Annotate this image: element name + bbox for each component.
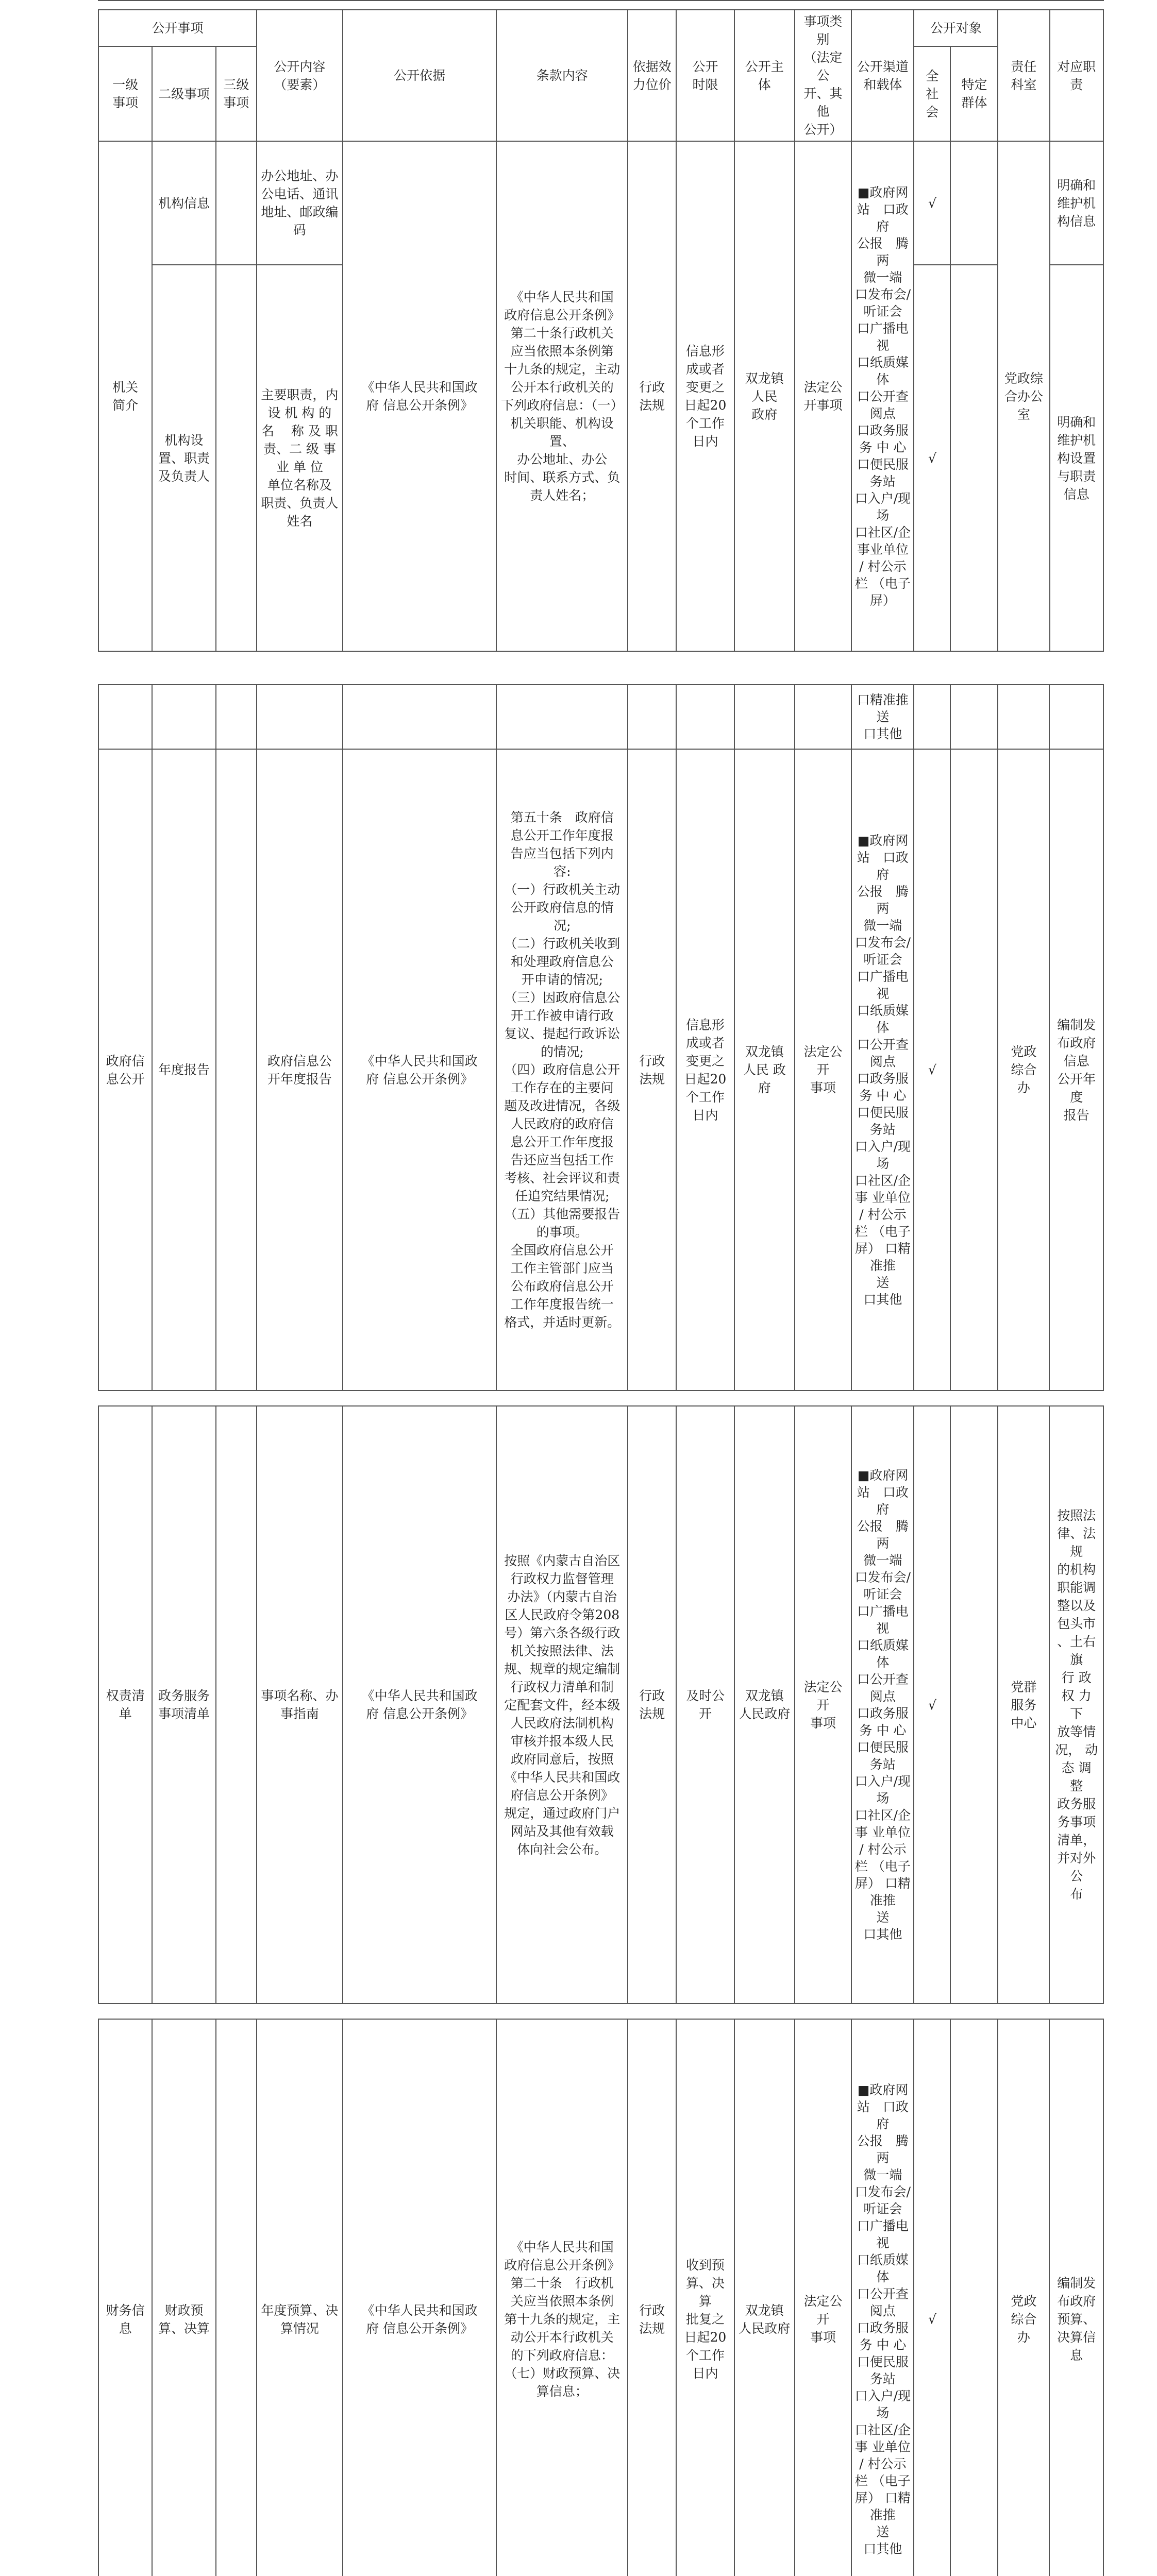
header-level1: 一级 事项 bbox=[98, 46, 152, 141]
content-cell: 办公地址、办 公电话、通讯 地址、邮政编 码 bbox=[257, 141, 343, 265]
level1-cell: 权责清 单 bbox=[98, 1406, 152, 2004]
level3-cell bbox=[216, 141, 257, 265]
office-cell: 党政 综合 办 bbox=[998, 2019, 1049, 2576]
header-level2: 二级事项 bbox=[152, 46, 215, 141]
office-cell: 党政 综合 办 bbox=[998, 749, 1049, 1391]
level1-cell: 政府信 息公开 bbox=[98, 749, 152, 1391]
header-clause: 条款内容 bbox=[496, 10, 628, 141]
content-cell: 政府信息公 开年度报告 bbox=[257, 749, 343, 1391]
specific-group-cell bbox=[950, 1406, 998, 2004]
content-cell: 主要职责，内 设 机 构 的 名 称 及 职 责、二 级 事 业 单 位 单位名称及 职责、负责人 姓名 bbox=[257, 265, 343, 651]
header-category: 事项类 别 （法定 公 开、其他 公开） bbox=[795, 10, 852, 141]
duty-cell: 编制发 布政府 预算、 决算信 息 bbox=[1049, 2019, 1103, 2576]
header-office: 责任 科室 bbox=[998, 10, 1049, 141]
specific-group-cell bbox=[950, 265, 998, 651]
clause-cell: 《中华人民共和国 政府信息公开条例》 第二十条行政机关 应当依照本条例第 十九条的规定，主动 公开本行政机关的 下列政府信息：（一） 机关职能、机构设置、 办公地址、办公 时间、联系方式、负 责人姓名； bbox=[496, 141, 628, 651]
channel-cell: ■政府网 站 口政 府 公报 腾 两 微一端 口发布会/ 听证会 口广播电 视 口纸质媒 体 口公开查 阅点 口政务服 务 中 心 口便民服 务站 口入户/现 场 口社区/企 事业单位 / 村公示 栏 （电子 屏） bbox=[851, 141, 914, 651]
table-row bbox=[98, 685, 1103, 749]
time-limit-cell: 信息形 成或者 变更之 日起20 个工作 日内 bbox=[676, 141, 734, 651]
clause-cell: 按照《内蒙古自治区 行政权力监督管理 办法》（内蒙古自治 区人民政府令第208 号）第六条各级行政 机关按照法律、法 规、规章的规定编制 行政权力清单和制 定配套文件，经本级 人民政府法制机构 审核并报本级人民 政府同意后，按照 《中华人民共和国政 府信息公开条例》 规定，通过政府门户 网站及其他有效载 体向社会公布。 bbox=[496, 1406, 628, 2004]
office-cell: 党群 服务 中心 bbox=[998, 1406, 1049, 2004]
header-level3: 三级 事项 bbox=[216, 46, 257, 141]
category-cell: 法定公 开 事项 bbox=[795, 2019, 852, 2576]
table-row bbox=[98, 1406, 1103, 2004]
legal-level-cell: 行政 法规 bbox=[628, 749, 676, 1391]
level2-cell: 机构信息 bbox=[152, 141, 215, 265]
category-cell: 法定公 开 事项 bbox=[795, 749, 852, 1391]
header-legal-level: 依据效 力位价 bbox=[628, 10, 676, 141]
specific-group-cell bbox=[950, 2019, 998, 2576]
header-content: 公开内容 （要素） bbox=[257, 10, 343, 141]
disclosure-table-part-4 bbox=[98, 2019, 1104, 2576]
time-limit-cell: 收到预 算、决算 批复之 日起20 个工作 日内 bbox=[676, 2019, 734, 2576]
table-row bbox=[98, 749, 1103, 1391]
basis-cell: 《中华人民共和国政 府 信息公开条例》 bbox=[343, 1406, 497, 2004]
table-row bbox=[98, 2019, 1103, 2576]
disclosure-table-part-2 bbox=[98, 684, 1104, 1391]
table-row bbox=[98, 141, 1103, 265]
disclosure-table-part-1 bbox=[98, 9, 1104, 652]
level2-cell: 政务服务 事项清单 bbox=[152, 1406, 215, 2004]
legal-level-cell: 行政 法规 bbox=[628, 1406, 676, 2004]
level3-cell bbox=[216, 749, 257, 1391]
level2-cell: 机构设 置、职责 及负责人 bbox=[152, 265, 215, 651]
top-border bbox=[98, 0, 1104, 1]
channel-cell: ■政府网 站 口政 府 公报 腾 两 微一端 口发布会/ 听证会 口广播电 视 口纸质媒 体 口公开查 阅点 口政务服 务 中 心 口便民服 务站 口入户/现 场 口社区/企 事 业单位 / 村公示 栏 （电子 屏） 口精 准推 送 口其他 bbox=[851, 1406, 914, 2004]
whole-society-cell: √ bbox=[914, 1406, 950, 2004]
whole-society-cell: √ bbox=[914, 749, 950, 1391]
header-basis: 公开依据 bbox=[343, 10, 497, 141]
legal-level-cell: 行政 法规 bbox=[628, 141, 676, 651]
whole-society-cell: √ bbox=[914, 265, 950, 651]
header-channel: 公开渠道 和载体 bbox=[851, 10, 914, 141]
level2-cell: 财政预 算、决算 bbox=[152, 2019, 215, 2576]
content-cell: 事项名称、办 事指南 bbox=[257, 1406, 343, 2004]
level3-cell bbox=[216, 265, 257, 651]
category-cell: 法定公 开 事项 bbox=[795, 1406, 852, 2004]
subject-cell: 双龙镇 人民 政 府 bbox=[734, 749, 795, 1391]
duty-cell: 明确和 维护机 构信息 bbox=[1050, 141, 1104, 265]
time-limit-cell: 信息形 成或者 变更之 日起20 个工作 日内 bbox=[676, 749, 734, 1391]
channel-cell: ■政府网 站 口政 府 公报 腾 两 微一端 口发布会/ 听证会 口广播电 视 口纸质媒 体 口公开查 阅点 口政务服 务 中 心 口便民服 务站 口入户/现 场 口社区/企 事 业单位 / 村公示 栏 （电子 屏） 口精 准推 送 口其他 bbox=[851, 749, 914, 1391]
subject-cell: 双龙镇 人民政府 bbox=[734, 1406, 795, 2004]
subject-cell: 双龙镇 人民政府 bbox=[734, 2019, 795, 2576]
legal-level-cell: 行政 法规 bbox=[628, 2019, 676, 2576]
duty-cell: 按照法 律、法规 的机构 职能调 整以及 包头市 、土右旗 行 政 权 力 下 放等情 况， 动 态 调 整 政务服 务事项 清单， 并对外 公 布 bbox=[1049, 1406, 1103, 2004]
specific-group-cell bbox=[950, 141, 998, 265]
whole-society-cell: √ bbox=[914, 2019, 950, 2576]
header-subject: 公开主 体 bbox=[734, 10, 795, 141]
basis-cell: 《中华人民共和国政 府 信息公开条例》 bbox=[343, 2019, 497, 2576]
header-public-items: 公开事项 bbox=[98, 10, 257, 46]
header-duty: 对应职 责 bbox=[1050, 10, 1104, 141]
subject-cell: 双龙镇 人民 政府 bbox=[734, 141, 795, 651]
basis-cell: 《中华人民共和国政 府 信息公开条例》 bbox=[343, 749, 497, 1391]
clause-cell: 第五十条 政府信 息公开工作年度报 告应当包括下列内 容: （一）行政机关主动 公开政府信息的情 况; （二）行政机关收到 和处理政府信息公 开申请的情况; （三）因政府信息公 开工作被申请行政 复议、提起行政诉讼 的情况; （四）政府信息公开 工作存在的主要问 题及改进情况，各级 人民政府的政府信 息公开工作年度报 告还应当包括工作 考核、社会评议和责 任追究结果情况; （五）其他需要报告 的事项。 全国政府信息公开 工作主管部门应当 公布政府信息公开 工作年度报告统一 格式，并适时更新。 bbox=[496, 749, 628, 1391]
basis-cell: 《中华人民共和国政 府 信息公开条例》 bbox=[343, 141, 497, 651]
header-specific-group: 特定 群体 bbox=[950, 46, 998, 141]
clause-cell: 《中华人民共和国 政府信息公开条例》 第二十条 行政机 关应当依照本条例 第十九条的规定，主 动公开本行政机关 的下列政府信息： （七）财政预算、决 算信息； bbox=[496, 2019, 628, 2576]
level2-cell: 年度报告 bbox=[152, 749, 215, 1391]
content-cell: 年度预算、决 算情况 bbox=[257, 2019, 343, 2576]
level1-cell: 机关 简介 bbox=[98, 141, 152, 651]
specific-group-cell bbox=[950, 749, 998, 1391]
level1-cell: 财务信 息 bbox=[98, 2019, 152, 2576]
header-audience: 公开对象 bbox=[914, 10, 998, 46]
level3-cell bbox=[216, 1406, 257, 2004]
header-time-limit: 公开 时限 bbox=[676, 10, 734, 141]
header-whole-society: 全 社 会 bbox=[914, 46, 950, 141]
channel-cell: 口精准推 送 口其他 bbox=[851, 685, 914, 749]
duty-cell: 编制发 布政府 信息 公开年 度 报告 bbox=[1049, 749, 1103, 1391]
duty-cell: 明确和 维护机 构设置 与职责 信息 bbox=[1050, 265, 1104, 651]
office-cell: 党政综 合办公 室 bbox=[998, 141, 1049, 651]
disclosure-table-part-3 bbox=[98, 1405, 1104, 2004]
whole-society-cell: √ bbox=[914, 141, 950, 265]
time-limit-cell: 及时公 开 bbox=[676, 1406, 734, 2004]
category-cell: 法定公 开事项 bbox=[795, 141, 852, 651]
level3-cell bbox=[216, 2019, 257, 2576]
channel-cell: ■政府网 站 口政 府 公报 腾 两 微一端 口发布会/ 听证会 口广播电 视 口纸质媒 体 口公开查 阅点 口政务服 务 中 心 口便民服 务站 口入户/现 场 口社区/企 事 业单位 / 村公示 栏 （电子 屏） 口精 准推 送 口其他 bbox=[851, 2019, 914, 2576]
